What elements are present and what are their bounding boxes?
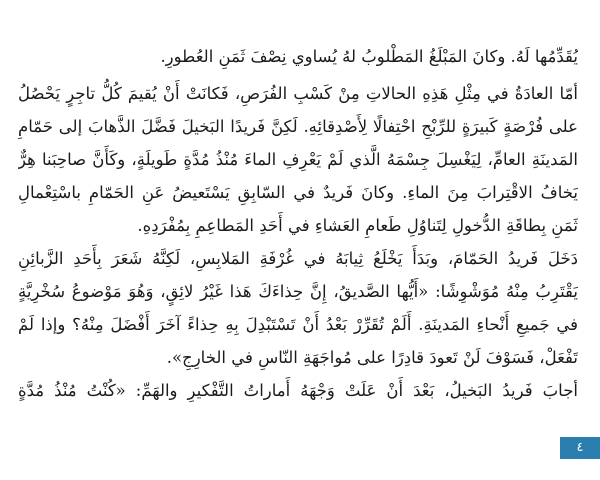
text-line: المَدينَةِ العامِّ، لِيَغْسِلَ جِسْمَهُ الَّذي لَمْ يَعْرِفِ الماءَ مُنْذُ مُدَّةٍ طَويلَةٍ، وكَأَنَّ صاحِبَنا هِرٌّ	[18, 150, 578, 169]
page-number-badge: ٤	[560, 437, 600, 459]
text-line: على فُرْصَةٍ كَبيرَةٍ للرِّبْحِ احْتِفالًا لِأَصْدِقائِهِ. لَكِنَّ فَريدًا البَخيلَ فَضَّلَ الذَّهابَ إلى حَمّامِ	[18, 117, 578, 136]
text-line: في جَميعِ أَنْحاءِ المَدينَةِ. أَلَمْ تُقَرِّرْ بَعْدُ أَنْ تَسْتَبْدِلَ بِهِ حِذاءً آخَرَ أَفْضَلَ مِنْهُ؟ وإذا لَمْ	[18, 315, 578, 334]
text-line: يُقَدِّمُها لَهُ. وكانَ المَبْلَغُ المَطْلوبُ لهُ يُساوي نِصْفَ ثَمَنِ العُطورِ.	[160, 47, 578, 66]
story-text	[18, 40, 578, 407]
text-line: دَخَلَ فَريدُ الحَمّامَ، وبَدَأَ يَخْلَعُ ثِيابَهُ في غُرْفَةِ المَلابِسِ، لَكِنَّهُ شَعَرَ بِأَحَدِ الزَّبائِنِ	[18, 249, 578, 268]
text-line: تَفْعَلْ، فَسَوْفَ لَنْ تَعودَ قادِرًا على مُواجَهَةِ النّاسِ في الخارِجِ».	[166, 348, 578, 367]
text-line: يَخافُ الاقْتِرابَ مِنَ الماءِ. وكانَ فَريدٌ في السّابِقِ يَسْتَعيضُ عَنِ الحَمّامِ باسْتِعْمالِ	[18, 183, 578, 202]
text-line: أمّا العادَةُ في مِثْلِ هَذِهِ الحالاتِ مِنْ كَسْبِ الفُرَصِ، فَكانَتْ أَنْ يُقيمَ كُلُّ تاجِرٍ يَحْصُلُ	[18, 84, 578, 103]
text-line: يَقْتَرِبُ مِنْهُ مُوَشْوِشًا: «أَيُّها الصَّديقُ، إِنَّ حِذاءَكَ هَذا غَيْرُ لائِقٍ، وَهُوَ مَوْضوعُ سُخْرِيَّةٍ	[18, 282, 578, 301]
text-line: ثَمَنِ بِطاقَةِ الدُّخولِ لِتَناوُلِ طَعامِ العَشاءِ في أَحَدِ المَطاعِمِ بِمُفْرَدِهِ.	[137, 216, 578, 235]
text-line: أجابَ فَريدُ البَخيلُ، بَعْدَ أَنْ عَلَتْ وَجْهَهُ أَماراتُ التَّفْكيرِ والهَمِّ: «كُنْتُ مُنْذُ مُدَّةٍ	[18, 381, 578, 400]
